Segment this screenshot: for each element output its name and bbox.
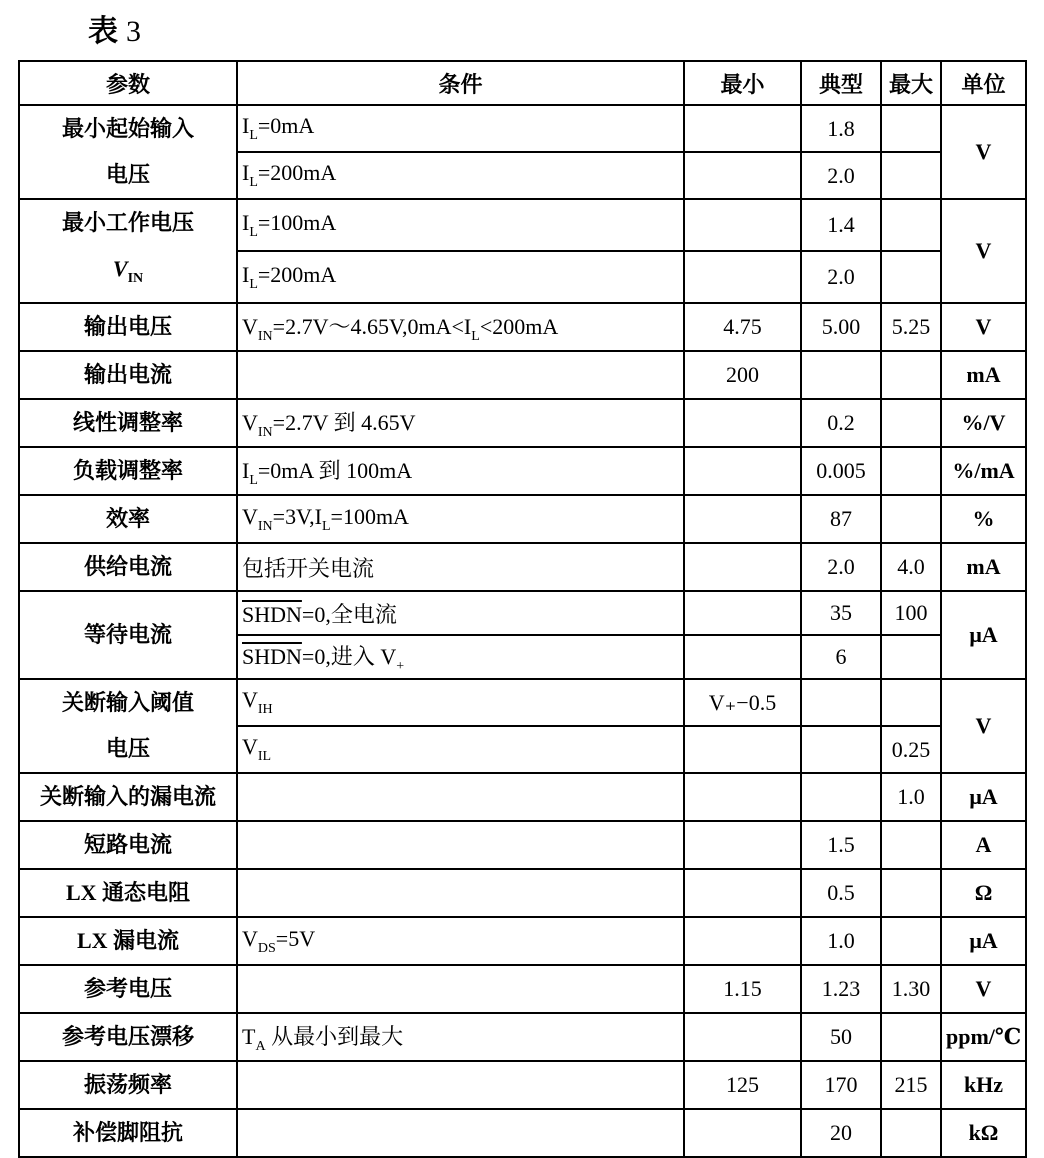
condition-cell <box>237 821 684 869</box>
parameter-cell <box>19 399 237 447</box>
max-value <box>881 152 941 199</box>
parameter-line <box>24 918 232 964</box>
condition-cell <box>237 351 684 399</box>
condition-cell <box>237 917 684 965</box>
parameter-line <box>24 966 232 1012</box>
table-row <box>19 591 1026 635</box>
text-segment: 参考电压漂移 <box>61 1024 194 1049</box>
max-value: 100 <box>881 591 941 635</box>
table-row <box>19 773 1026 821</box>
max-value <box>881 251 941 303</box>
min-value <box>684 917 801 965</box>
text-segment: V <box>242 925 258 951</box>
text-segment: LX 通态电阻 <box>65 880 191 905</box>
subscript: L <box>249 128 258 143</box>
condition-cell <box>237 199 684 251</box>
typ-value: 87 <box>801 495 881 543</box>
min-value: 1.15 <box>684 965 801 1013</box>
subscript: IN <box>257 328 273 344</box>
condition-cell <box>237 869 684 917</box>
parameter-line <box>24 246 232 302</box>
condition-cell <box>237 495 684 543</box>
table-row <box>19 917 1026 965</box>
table-title <box>88 6 141 50</box>
column-header: 条件 <box>237 61 684 105</box>
typ-value <box>801 726 881 773</box>
unit-cell: V <box>941 679 1026 773</box>
column-header: 参数 <box>19 61 237 105</box>
parameter-cell <box>19 773 237 821</box>
subscript: + <box>396 658 405 674</box>
typ-value: 2.0 <box>801 152 881 199</box>
subscript: IL <box>257 749 272 764</box>
parameter-line <box>24 612 232 658</box>
text-segment: 关断输入的漏电流 <box>39 784 216 809</box>
text-segment: V <box>242 313 258 339</box>
text-segment: 电压 <box>105 162 150 187</box>
parameter-cell <box>19 591 237 679</box>
min-value <box>684 543 801 591</box>
table-row <box>19 1061 1026 1109</box>
condition-cell <box>237 152 684 199</box>
subscript: IN <box>127 271 144 286</box>
parameter-line <box>24 152 232 198</box>
subscript: L <box>249 472 258 488</box>
unit-cell: μA <box>941 773 1026 821</box>
max-value: 5.25 <box>881 303 941 351</box>
unit-cell: A <box>941 821 1026 869</box>
condition-cell <box>237 726 684 773</box>
min-value <box>684 495 801 543</box>
text-segment: =5V <box>275 925 316 951</box>
typ-value: 2.0 <box>801 543 881 591</box>
parameter-line <box>24 680 232 726</box>
unit-cell: V <box>941 105 1026 199</box>
spec-table <box>18 60 1027 1158</box>
title-label: 表 <box>88 15 118 48</box>
parameter-cell <box>19 495 237 543</box>
parameter-cell <box>19 1109 237 1157</box>
text-segment: =0mA <box>257 113 315 138</box>
condition-cell <box>237 591 684 635</box>
text-segment: =200mA <box>257 160 337 185</box>
subscript: L <box>471 328 480 344</box>
max-value <box>881 1013 941 1061</box>
parameter-cell <box>19 105 237 199</box>
text-segment: 最小工作电压 <box>61 210 194 235</box>
parameter-cell <box>19 199 237 303</box>
text-segment: V <box>242 687 258 712</box>
text-segment: 供给电流 <box>83 554 172 579</box>
text-segment: =2.7V～4.65V,0mA<I <box>272 313 472 339</box>
text-segment: 输出电流 <box>83 362 172 387</box>
condition-cell <box>237 1109 684 1157</box>
min-value <box>684 869 801 917</box>
condition-cell <box>237 635 684 679</box>
text-segment: =100mA <box>257 209 337 235</box>
subscript: IN <box>257 518 273 534</box>
unit-cell: mA <box>941 543 1026 591</box>
unit-cell: kΩ <box>941 1109 1026 1157</box>
condition-cell <box>237 251 684 303</box>
text-segment: =0mA 到 100mA <box>257 457 413 483</box>
min-value <box>684 635 801 679</box>
unit-cell: %/V <box>941 399 1026 447</box>
table-row <box>19 679 1026 726</box>
table-row <box>19 1013 1026 1061</box>
condition-cell <box>237 773 684 821</box>
unit-cell: kHz <box>941 1061 1026 1109</box>
min-value <box>684 152 801 199</box>
condition-cell <box>237 399 684 447</box>
unit-cell: V <box>941 199 1026 303</box>
table-row <box>19 821 1026 869</box>
text-segment: 效率 <box>105 506 150 531</box>
typ-value: 1.5 <box>801 821 881 869</box>
parameter-line <box>24 496 232 542</box>
max-value <box>881 399 941 447</box>
parameter-line <box>24 400 232 446</box>
min-value: 125 <box>684 1061 801 1109</box>
column-header: 单位 <box>941 61 1026 105</box>
min-value <box>684 726 801 773</box>
unit-cell: Ω <box>941 869 1026 917</box>
parameter-cell <box>19 447 237 495</box>
text-segment: 关断输入阈值 <box>61 690 194 715</box>
min-value: 4.75 <box>684 303 801 351</box>
text-segment: LX 漏电流 <box>76 928 180 953</box>
parameter-cell <box>19 303 237 351</box>
parameter-cell <box>19 1013 237 1061</box>
column-header: 最小 <box>684 61 801 105</box>
text-segment: 包括开关电流 <box>242 555 375 581</box>
max-value <box>881 869 941 917</box>
max-value: 0.25 <box>881 726 941 773</box>
column-header: 最大 <box>881 61 941 105</box>
max-value <box>881 917 941 965</box>
unit-cell: V <box>941 965 1026 1013</box>
parameter-line <box>24 352 232 398</box>
table-row <box>19 303 1026 351</box>
max-value <box>881 447 941 495</box>
typ-value: 6 <box>801 635 881 679</box>
min-value <box>684 821 801 869</box>
condition-cell <box>237 447 684 495</box>
parameter-cell <box>19 679 237 773</box>
parameter-line <box>24 870 232 916</box>
condition-cell <box>237 1061 684 1109</box>
unit-cell: ppm/℃ <box>941 1013 1026 1061</box>
subscript: IH <box>257 702 273 717</box>
min-value: 200 <box>684 351 801 399</box>
typ-value: 1.8 <box>801 105 881 152</box>
table-row <box>19 495 1026 543</box>
text-segment: 短路电流 <box>83 832 172 857</box>
max-value <box>881 679 941 726</box>
parameter-line <box>24 1014 232 1060</box>
typ-value: 1.0 <box>801 917 881 965</box>
parameter-cell <box>19 965 237 1013</box>
parameter-line <box>24 1110 232 1156</box>
parameter-cell <box>19 543 237 591</box>
subscript: A <box>255 1038 266 1054</box>
typ-value: 1.4 <box>801 199 881 251</box>
condition-cell <box>237 1013 684 1061</box>
table-row <box>19 199 1026 251</box>
max-value <box>881 821 941 869</box>
typ-value: 20 <box>801 1109 881 1157</box>
text-segment: I <box>242 113 250 138</box>
parameter-line <box>24 726 232 772</box>
text-segment: T <box>242 1023 256 1049</box>
text-segment: 输出电压 <box>83 314 172 339</box>
typ-value: 1.23 <box>801 965 881 1013</box>
max-value: 4.0 <box>881 543 941 591</box>
text-segment: V <box>242 503 258 529</box>
unit-cell: μA <box>941 591 1026 679</box>
subscript: IN <box>257 424 273 440</box>
parameter-line <box>24 106 232 152</box>
column-header: 典型 <box>801 61 881 105</box>
text-segment: 补偿脚阻抗 <box>72 1120 183 1145</box>
text-segment: <200mA <box>479 313 559 339</box>
typ-value: 0.2 <box>801 399 881 447</box>
text-segment: =0,进入 V <box>301 643 397 669</box>
parameter-line <box>24 822 232 868</box>
text-segment: =200mA <box>257 261 337 287</box>
parameter-line <box>24 448 232 494</box>
parameter-cell <box>19 821 237 869</box>
text-segment: 等待电流 <box>83 622 172 647</box>
min-value <box>684 105 801 152</box>
typ-value: 0.5 <box>801 869 881 917</box>
text-segment: 负载调整率 <box>72 458 183 483</box>
min-value <box>684 399 801 447</box>
parameter-line <box>24 1062 232 1108</box>
max-value: 1.30 <box>881 965 941 1013</box>
parameter-line <box>24 544 232 590</box>
unit-cell: V <box>941 303 1026 351</box>
typ-value <box>801 773 881 821</box>
min-value <box>684 591 801 635</box>
max-value <box>881 1109 941 1157</box>
text-segment: =100mA <box>330 503 409 529</box>
condition-cell <box>237 543 684 591</box>
text-segment: 电压 <box>105 736 150 761</box>
typ-value: 35 <box>801 591 881 635</box>
max-value: 1.0 <box>881 773 941 821</box>
table-row <box>19 965 1026 1013</box>
parameter-cell <box>19 917 237 965</box>
text-segment: V <box>242 734 258 759</box>
typ-value: 50 <box>801 1013 881 1061</box>
text-segment: I <box>242 261 250 287</box>
text-segment: V <box>112 256 128 281</box>
subscript: L <box>249 175 258 190</box>
subscript: L <box>249 276 258 292</box>
parameter-cell <box>19 1061 237 1109</box>
parameter-cell <box>19 351 237 399</box>
unit-cell: μA <box>941 917 1026 965</box>
text-segment: 振荡频率 <box>83 1072 172 1097</box>
unit-cell: %/mA <box>941 447 1026 495</box>
title-number: 3 <box>126 15 141 48</box>
min-value <box>684 199 801 251</box>
table-row <box>19 351 1026 399</box>
text-segment: =2.7V 到 4.65V <box>272 409 416 435</box>
max-value: 215 <box>881 1061 941 1109</box>
condition-cell <box>237 303 684 351</box>
subscript: DS <box>257 940 276 956</box>
text-segment: SHDN <box>242 643 302 669</box>
typ-value <box>801 351 881 399</box>
header-row <box>19 61 1026 105</box>
text-segment: =0,全电流 <box>301 601 397 627</box>
text-segment: 从最小到最大 <box>265 1023 404 1049</box>
table-row <box>19 1109 1026 1157</box>
parameter-line <box>24 200 232 246</box>
typ-value <box>801 679 881 726</box>
text-segment: 参考电压 <box>83 976 172 1001</box>
max-value <box>881 495 941 543</box>
max-value <box>881 105 941 152</box>
subscript: L <box>321 518 331 534</box>
parameter-line <box>24 304 232 350</box>
subscript: L <box>249 224 258 240</box>
min-value <box>684 447 801 495</box>
text-segment: I <box>242 209 250 235</box>
table-row <box>19 543 1026 591</box>
min-value <box>684 773 801 821</box>
parameter-cell <box>19 869 237 917</box>
typ-value: 170 <box>801 1061 881 1109</box>
table-row <box>19 399 1026 447</box>
condition-cell <box>237 679 684 726</box>
table-row <box>19 105 1026 152</box>
max-value <box>881 199 941 251</box>
text-segment: I <box>242 457 250 483</box>
text-segment: =3V,I <box>272 503 322 529</box>
text-segment: 最小起始输入 <box>61 116 194 141</box>
min-value <box>684 1109 801 1157</box>
parameter-line <box>24 774 232 820</box>
unit-cell: % <box>941 495 1026 543</box>
typ-value: 0.005 <box>801 447 881 495</box>
unit-cell: mA <box>941 351 1026 399</box>
min-value <box>684 251 801 303</box>
text-segment: I <box>242 160 250 185</box>
table-row <box>19 447 1026 495</box>
min-value <box>684 1013 801 1061</box>
table-row <box>19 869 1026 917</box>
text-segment: 线性调整率 <box>72 410 183 435</box>
typ-value: 5.00 <box>801 303 881 351</box>
max-value <box>881 351 941 399</box>
text-segment: V <box>242 409 258 435</box>
condition-cell <box>237 965 684 1013</box>
typ-value: 2.0 <box>801 251 881 303</box>
min-value: V₊−0.5 <box>684 679 801 726</box>
text-segment: SHDN <box>242 601 302 627</box>
condition-cell <box>237 105 684 152</box>
max-value <box>881 635 941 679</box>
